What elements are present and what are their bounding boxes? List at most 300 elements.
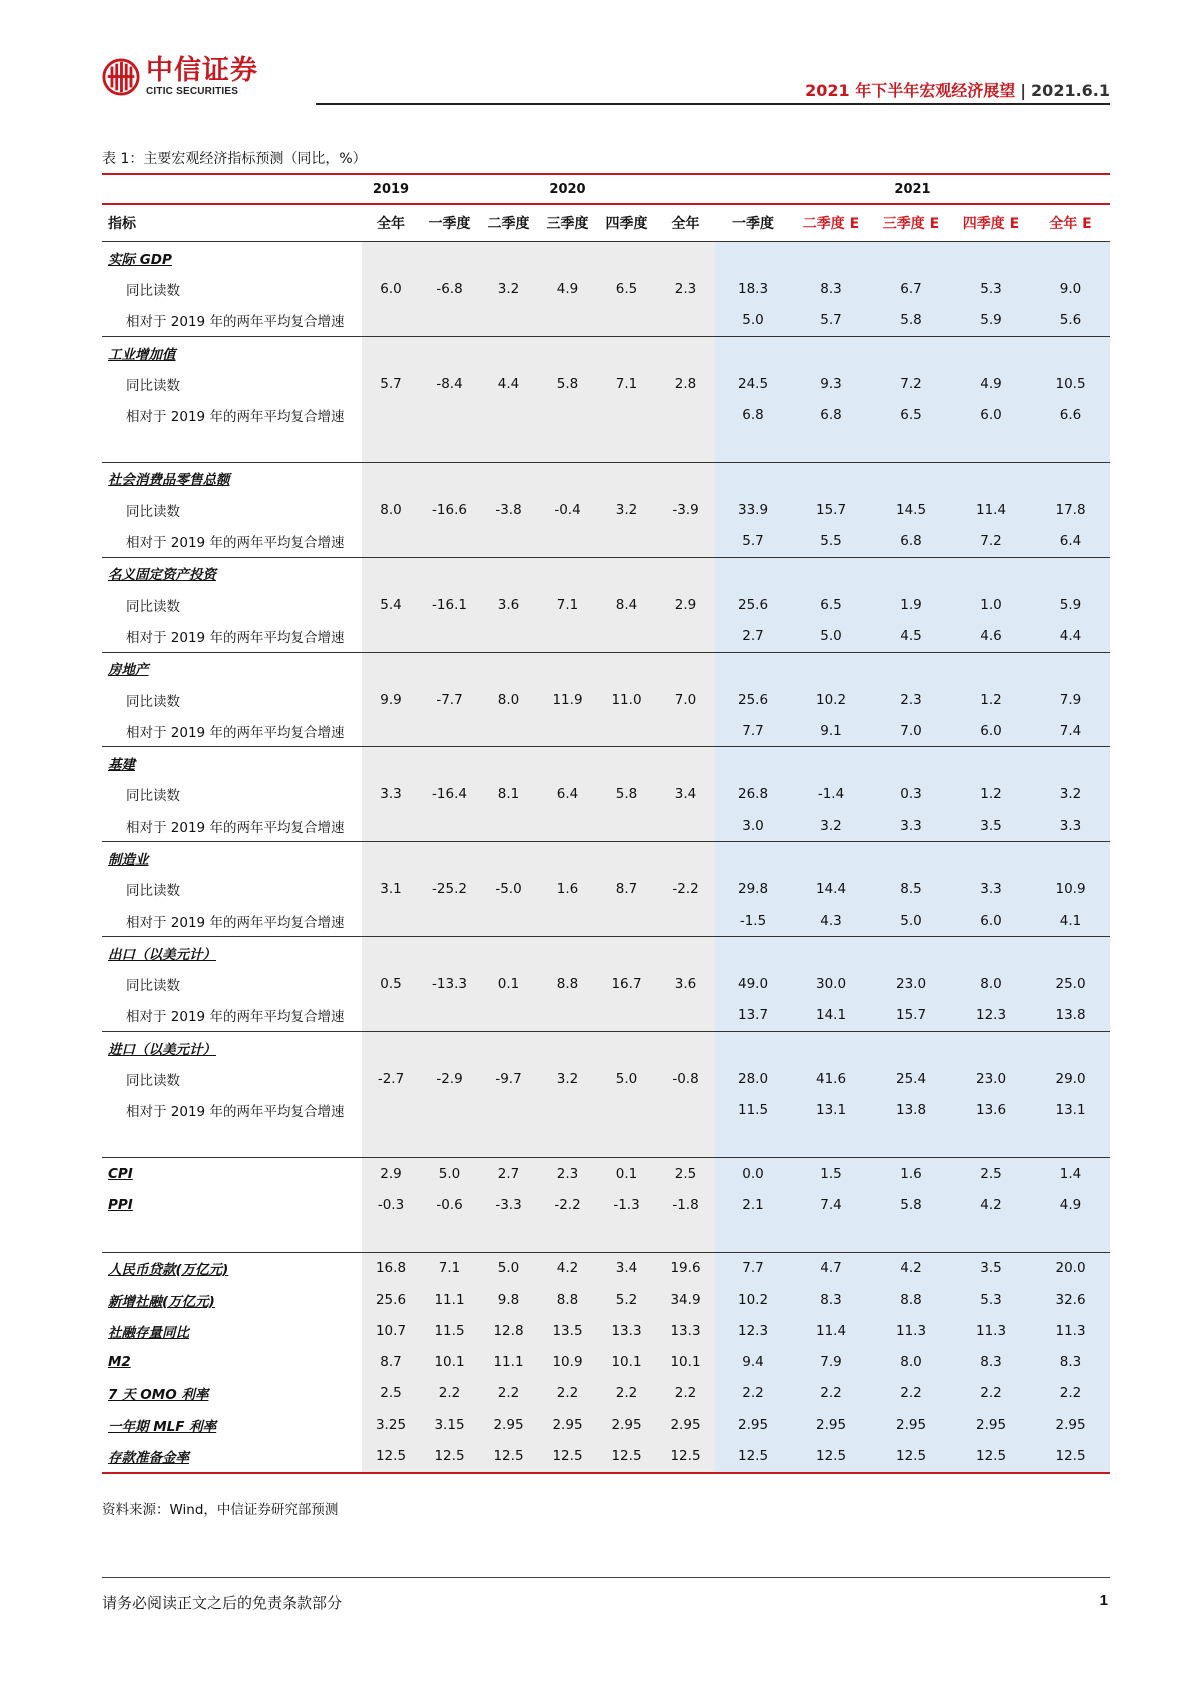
table-cell: 25.6	[715, 684, 791, 715]
table-cell: 2.2	[656, 1378, 715, 1409]
section-label: 出口（以美元计）	[108, 946, 216, 963]
macro-forecast-table	[102, 173, 1110, 1474]
table-row	[102, 525, 1110, 557]
table-row	[102, 368, 1110, 399]
table-cell: 12.5	[791, 1440, 871, 1472]
table-row	[102, 1000, 1110, 1032]
table-cell: -2.9	[420, 1063, 479, 1094]
table-cell: 11.4	[791, 1315, 871, 1346]
table-cell: 10.2	[791, 684, 871, 715]
table-cell	[597, 620, 656, 652]
table-cell: 5.0	[479, 1252, 538, 1284]
table-cell: 2.95	[871, 1409, 951, 1440]
table-cell: 26.8	[715, 779, 791, 810]
table-cell: 7.9	[791, 1347, 871, 1378]
table-cell	[597, 715, 656, 747]
table-row	[102, 1189, 1110, 1220]
table-cell: 23.0	[871, 969, 951, 1000]
table-cell: 8.1	[479, 779, 538, 810]
table-cell: 6.4	[538, 779, 597, 810]
table-cell: 9.1	[791, 715, 871, 747]
table-cell: 5.0	[715, 305, 791, 337]
table-cell: 3.25	[362, 1409, 420, 1440]
table-cell: -3.3	[479, 1189, 538, 1220]
table-row	[102, 1284, 1110, 1315]
table-cell	[538, 810, 597, 842]
table-row	[102, 305, 1110, 337]
table-cell: 8.8	[538, 1284, 597, 1315]
table-cell: -13.3	[420, 969, 479, 1000]
section-row	[102, 937, 1110, 969]
table-cell: 2.95	[715, 1409, 791, 1440]
table-row	[102, 494, 1110, 525]
table-cell: 11.1	[479, 1347, 538, 1378]
table-cell: 12.5	[420, 1440, 479, 1472]
table-cell: 3.2	[1031, 779, 1110, 810]
section-label: 制造业	[108, 851, 149, 868]
row-label: 相对于 2019 年的两年平均复合增速	[126, 535, 345, 552]
table-cell: 8.0	[951, 969, 1031, 1000]
table-cell	[656, 1000, 715, 1032]
table-cell	[656, 399, 715, 430]
section-label: 基建	[108, 757, 135, 774]
table-cell: 13.6	[951, 1095, 1031, 1126]
table-cell: 4.4	[1031, 620, 1110, 652]
table-cell: 2.95	[538, 1409, 597, 1440]
table-cell: 6.8	[715, 399, 791, 430]
table-cell	[597, 399, 656, 430]
table-cell: 12.3	[951, 1000, 1031, 1032]
table-cell: 6.5	[597, 273, 656, 304]
table-cell: 1.5	[791, 1158, 871, 1190]
table-row	[102, 905, 1110, 937]
table-cell: 7.1	[597, 368, 656, 399]
table-cell: 8.3	[951, 1347, 1031, 1378]
table-cell	[538, 1000, 597, 1032]
table-cell	[479, 715, 538, 747]
table-cell: 1.6	[538, 874, 597, 905]
table-cell: 6.5	[791, 589, 871, 620]
section-label: 工业增加值	[108, 346, 176, 363]
logo-cn-text: 中信证券	[146, 55, 258, 86]
table-cell: 13.1	[1031, 1095, 1110, 1126]
table-cell: 13.1	[791, 1095, 871, 1126]
table-cell: 2.95	[1031, 1409, 1110, 1440]
table-cell: 5.0	[791, 620, 871, 652]
table-row	[102, 1158, 1110, 1190]
col-header-forecast: 二季度 E	[802, 216, 860, 232]
table-cell: 12.5	[715, 1440, 791, 1472]
table-cell: 2.2	[597, 1378, 656, 1409]
table-cell	[420, 905, 479, 937]
table-cell: 5.3	[951, 273, 1031, 304]
table-cell: 4.6	[951, 620, 1031, 652]
section-row	[102, 336, 1110, 368]
table-row	[102, 1315, 1110, 1346]
table-cell: 2.2	[791, 1378, 871, 1409]
row-label: 相对于 2019 年的两年平均复合增速	[126, 629, 345, 646]
table-cell: 7.7	[715, 1252, 791, 1284]
table-cell: 7.0	[656, 684, 715, 715]
table-cell: 2.8	[656, 368, 715, 399]
table-cell: 10.1	[597, 1347, 656, 1378]
table-cell: 11.1	[420, 1284, 479, 1315]
table-cell: 5.9	[1031, 589, 1110, 620]
table-row	[102, 1252, 1110, 1284]
table-cell: 9.0	[1031, 273, 1110, 304]
table-row	[102, 874, 1110, 905]
table-cell: 7.4	[1031, 715, 1110, 747]
table-cell: 49.0	[715, 969, 791, 1000]
row-label: PPI	[108, 1196, 133, 1213]
table-cell: 29.0	[1031, 1063, 1110, 1094]
table-cell: -0.4	[538, 494, 597, 525]
table-cell: 15.7	[871, 1000, 951, 1032]
table-cell: 2.2	[1031, 1378, 1110, 1409]
table-cell: 11.4	[951, 494, 1031, 525]
table-cell	[597, 305, 656, 337]
table-cell: 11.3	[1031, 1315, 1110, 1346]
table-cell: 5.3	[951, 1284, 1031, 1315]
table-row	[102, 1063, 1110, 1094]
table-cell: 0.1	[479, 969, 538, 1000]
table-cell: 15.7	[791, 494, 871, 525]
table-cell: 19.6	[656, 1252, 715, 1284]
table-cell: 9.4	[715, 1347, 791, 1378]
table-cell: 11.3	[951, 1315, 1031, 1346]
table-cell: 3.3	[1031, 810, 1110, 842]
table-cell: 4.9	[1031, 1189, 1110, 1220]
table-cell: 14.1	[791, 1000, 871, 1032]
table-cell: 2.2	[538, 1378, 597, 1409]
table-cell: 0.1	[597, 1158, 656, 1190]
table-cell: -0.6	[420, 1189, 479, 1220]
table-cell	[362, 399, 420, 430]
table-cell: 0.5	[362, 969, 420, 1000]
table-row	[102, 969, 1110, 1000]
table-cell	[479, 525, 538, 557]
table-cell: 12.5	[656, 1440, 715, 1472]
table-cell: 2.5	[362, 1378, 420, 1409]
table-body	[102, 242, 1110, 1473]
table-cell: 7.2	[951, 525, 1031, 557]
table-cell	[538, 305, 597, 337]
table-cell: 2.2	[951, 1378, 1031, 1409]
row-label: 同比读数	[126, 1073, 180, 1090]
row-label: 同比读数	[126, 503, 180, 520]
table-cell: -7.7	[420, 684, 479, 715]
table-cell: 2.95	[951, 1409, 1031, 1440]
table-row	[102, 620, 1110, 652]
row-label: 相对于 2019 年的两年平均复合增速	[126, 1009, 345, 1026]
section-label: 社会消费品零售总额	[108, 472, 230, 489]
table-cell: 1.2	[951, 684, 1031, 715]
table-cell: -3.9	[656, 494, 715, 525]
table-cell: 16.7	[597, 969, 656, 1000]
table-cell	[362, 620, 420, 652]
table-cell: 10.7	[362, 1315, 420, 1346]
footer-divider	[102, 1577, 1110, 1578]
table-cell: 12.5	[1031, 1440, 1110, 1472]
table-cell: 5.4	[362, 589, 420, 620]
table-row	[102, 715, 1110, 747]
table-cell: 10.9	[538, 1347, 597, 1378]
table-cell: 3.2	[479, 273, 538, 304]
table-cell: 4.2	[951, 1189, 1031, 1220]
table-cell: 5.8	[538, 368, 597, 399]
table-row	[102, 1095, 1110, 1126]
table-cell: 3.1	[362, 874, 420, 905]
table-cell: 4.2	[538, 1252, 597, 1284]
table-cell: 1.9	[871, 589, 951, 620]
table-cell: 13.7	[715, 1000, 791, 1032]
table-cell: 2.95	[479, 1409, 538, 1440]
table-row	[102, 399, 1110, 430]
table-cell	[656, 810, 715, 842]
table-cell: 6.8	[791, 399, 871, 430]
table-cell	[362, 715, 420, 747]
row-label: 一年期 MLF 利率	[108, 1418, 217, 1435]
table-cell	[597, 905, 656, 937]
table-cell: 2.95	[656, 1409, 715, 1440]
table-cell	[420, 1095, 479, 1126]
logo-en-text: CITIC SECURITIES	[146, 86, 239, 97]
year-2020: 2020	[549, 181, 586, 197]
table-cell: 10.1	[656, 1347, 715, 1378]
table-cell: -25.2	[420, 874, 479, 905]
table-cell: 7.9	[1031, 684, 1110, 715]
table-cell: 20.0	[1031, 1252, 1110, 1284]
table-cell: -16.1	[420, 589, 479, 620]
year-2019: 2019	[372, 181, 410, 197]
table-cell: 8.0	[871, 1347, 951, 1378]
table-cell	[362, 905, 420, 937]
table-cell: 25.6	[715, 589, 791, 620]
table-cell	[362, 305, 420, 337]
table-cell: 3.6	[656, 969, 715, 1000]
table-cell: -0.3	[362, 1189, 420, 1220]
table-cell: 33.9	[715, 494, 791, 525]
table-cell: 2.1	[715, 1189, 791, 1220]
table-cell: 25.4	[871, 1063, 951, 1094]
table-cell	[656, 1095, 715, 1126]
col-header: 全年	[377, 216, 405, 232]
footer-disclaimer: 请务必阅读正文之后的免责条款部分	[102, 1594, 343, 1612]
table-cell: 3.5	[951, 1252, 1031, 1284]
table-cell: 17.8	[1031, 494, 1110, 525]
table-cell: -3.8	[479, 494, 538, 525]
spacer-row	[102, 1221, 1110, 1253]
table-cell: 5.8	[871, 305, 951, 337]
table-cell: 5.2	[597, 1284, 656, 1315]
table-cell: 7.4	[791, 1189, 871, 1220]
table-cell: 8.3	[1031, 1347, 1110, 1378]
report-date: 2021.6.1	[1031, 81, 1110, 100]
page-number: 1	[1099, 1592, 1108, 1609]
table-cell	[420, 399, 479, 430]
row-label: 新增社融(万亿元)	[108, 1293, 215, 1310]
indicator-header: 指标	[108, 216, 136, 232]
table-cell: 7.7	[715, 715, 791, 747]
table-cell: 4.7	[791, 1252, 871, 1284]
table-cell: -1.3	[597, 1189, 656, 1220]
section-label: 实际 GDP	[108, 251, 172, 268]
section-label: 进口（以美元计）	[108, 1041, 216, 1058]
table-cell: 5.8	[597, 779, 656, 810]
table-cell: 12.5	[479, 1440, 538, 1472]
col-header: 二季度	[487, 216, 530, 232]
table-cell: 2.5	[656, 1158, 715, 1190]
table-cell: -0.8	[656, 1063, 715, 1094]
table-cell: -16.6	[420, 494, 479, 525]
table-row	[102, 273, 1110, 304]
section-row	[102, 242, 1110, 274]
table-cell: 12.5	[362, 1440, 420, 1472]
table-cell: 2.2	[871, 1378, 951, 1409]
table-cell: 24.5	[715, 368, 791, 399]
table-cell: 25.6	[362, 1284, 420, 1315]
table-cell: 6.0	[951, 905, 1031, 937]
table-cell	[420, 715, 479, 747]
table-cell: 23.0	[951, 1063, 1031, 1094]
table-row	[102, 779, 1110, 810]
table-cell	[479, 1095, 538, 1126]
table-cell: 3.0	[715, 810, 791, 842]
table-cell	[420, 620, 479, 652]
table-cell: -5.0	[479, 874, 538, 905]
table-cell: 2.2	[715, 1378, 791, 1409]
table-cell: -2.7	[362, 1063, 420, 1094]
col-header-forecast: 四季度 E	[962, 216, 1020, 232]
table-cell: 14.4	[791, 874, 871, 905]
col-header-forecast: 全年 E	[1049, 216, 1092, 232]
table-cell: 2.9	[656, 589, 715, 620]
table-cell: 3.15	[420, 1409, 479, 1440]
row-label: M2	[108, 1354, 131, 1371]
table-cell: 9.3	[791, 368, 871, 399]
table-cell: 1.6	[871, 1158, 951, 1190]
row-label: 同比读数	[126, 377, 180, 394]
table-cell: 10.9	[1031, 874, 1110, 905]
table-cell: 2.2	[420, 1378, 479, 1409]
table-cell: 7.1	[538, 589, 597, 620]
table-cell: 3.5	[951, 810, 1031, 842]
table-cell: 7.2	[871, 368, 951, 399]
table-cell: 14.5	[871, 494, 951, 525]
table-cell: -6.8	[420, 273, 479, 304]
table-cell: 8.0	[362, 494, 420, 525]
table-cell: 8.0	[479, 684, 538, 715]
row-label: 相对于 2019 年的两年平均复合增速	[126, 314, 345, 331]
table-cell: 13.8	[871, 1095, 951, 1126]
row-label: 相对于 2019 年的两年平均复合增速	[126, 914, 345, 931]
table-cell: 11.5	[715, 1095, 791, 1126]
table-cell: 11.5	[420, 1315, 479, 1346]
table-cell	[597, 810, 656, 842]
table-cell: 11.3	[871, 1315, 951, 1346]
table-cell: 4.3	[791, 905, 871, 937]
section-label: 名义固定资产投资	[108, 567, 216, 584]
section-row	[102, 1032, 1110, 1064]
table-cell: 28.0	[715, 1063, 791, 1094]
table-cell	[479, 305, 538, 337]
table-cell: 4.4	[479, 368, 538, 399]
table-cell	[479, 620, 538, 652]
table-cell: 8.3	[791, 273, 871, 304]
table-cell: -8.4	[420, 368, 479, 399]
table-cell: 4.1	[1031, 905, 1110, 937]
table-cell: 3.4	[656, 779, 715, 810]
header-separator: |	[1020, 81, 1027, 100]
table-cell	[479, 810, 538, 842]
table-cell: 1.4	[1031, 1158, 1110, 1190]
table-cell: 3.2	[597, 494, 656, 525]
table-cell: 2.3	[871, 684, 951, 715]
table-cell: 3.3	[871, 810, 951, 842]
row-label: 相对于 2019 年的两年平均复合增速	[126, 819, 345, 836]
table-cell: 13.3	[597, 1315, 656, 1346]
table-cell	[538, 905, 597, 937]
table-cell: 2.3	[538, 1158, 597, 1190]
table-cell: -2.2	[538, 1189, 597, 1220]
table-cell: 2.9	[362, 1158, 420, 1190]
table-cell: 12.5	[871, 1440, 951, 1472]
row-label: 同比读数	[126, 883, 180, 900]
table-cell	[420, 1000, 479, 1032]
table-cell	[362, 525, 420, 557]
table-source: 资料来源：Wind，中信证券研究部预测	[102, 1502, 339, 1518]
row-label: CPI	[108, 1165, 133, 1182]
table-cell: 1.0	[951, 589, 1031, 620]
table-row	[102, 1347, 1110, 1378]
table-cell: 2.7	[715, 620, 791, 652]
section-label: 房地产	[108, 662, 149, 679]
spacer-row	[102, 431, 1110, 463]
table-cell	[656, 715, 715, 747]
table-cell: 6.4	[1031, 525, 1110, 557]
table-cell: 5.0	[420, 1158, 479, 1190]
table-cell: 13.5	[538, 1315, 597, 1346]
row-label: 相对于 2019 年的两年平均复合增速	[126, 409, 345, 426]
table-cell: 5.0	[871, 905, 951, 937]
col-header: 一季度	[732, 216, 775, 232]
table-caption: 表 1：主要宏观经济指标预测（同比，%）	[102, 151, 367, 167]
table-cell: 6.6	[1031, 399, 1110, 430]
table-cell: -9.7	[479, 1063, 538, 1094]
row-label: 人民币贷款(万亿元)	[108, 1262, 229, 1279]
section-row	[102, 842, 1110, 874]
table-cell: 8.4	[597, 589, 656, 620]
table-cell: 6.5	[871, 399, 951, 430]
table-cell: 10.1	[420, 1347, 479, 1378]
col-header-forecast: 三季度 E	[882, 216, 940, 232]
row-label: 7 天 OMO 利率	[108, 1387, 209, 1404]
table-cell	[597, 525, 656, 557]
table-cell: 5.5	[791, 525, 871, 557]
table-cell: 5.9	[951, 305, 1031, 337]
table-cell: -1.4	[791, 779, 871, 810]
table-row	[102, 1378, 1110, 1409]
row-label: 相对于 2019 年的两年平均复合增速	[126, 1104, 345, 1121]
table-cell: 10.5	[1031, 368, 1110, 399]
table-cell: 25.0	[1031, 969, 1110, 1000]
row-label: 同比读数	[126, 282, 180, 299]
table-row	[102, 1409, 1110, 1440]
table-row	[102, 684, 1110, 715]
row-label: 社融存量同比	[108, 1324, 189, 1341]
table-cell: -1.8	[656, 1189, 715, 1220]
table-cell: 16.8	[362, 1252, 420, 1284]
